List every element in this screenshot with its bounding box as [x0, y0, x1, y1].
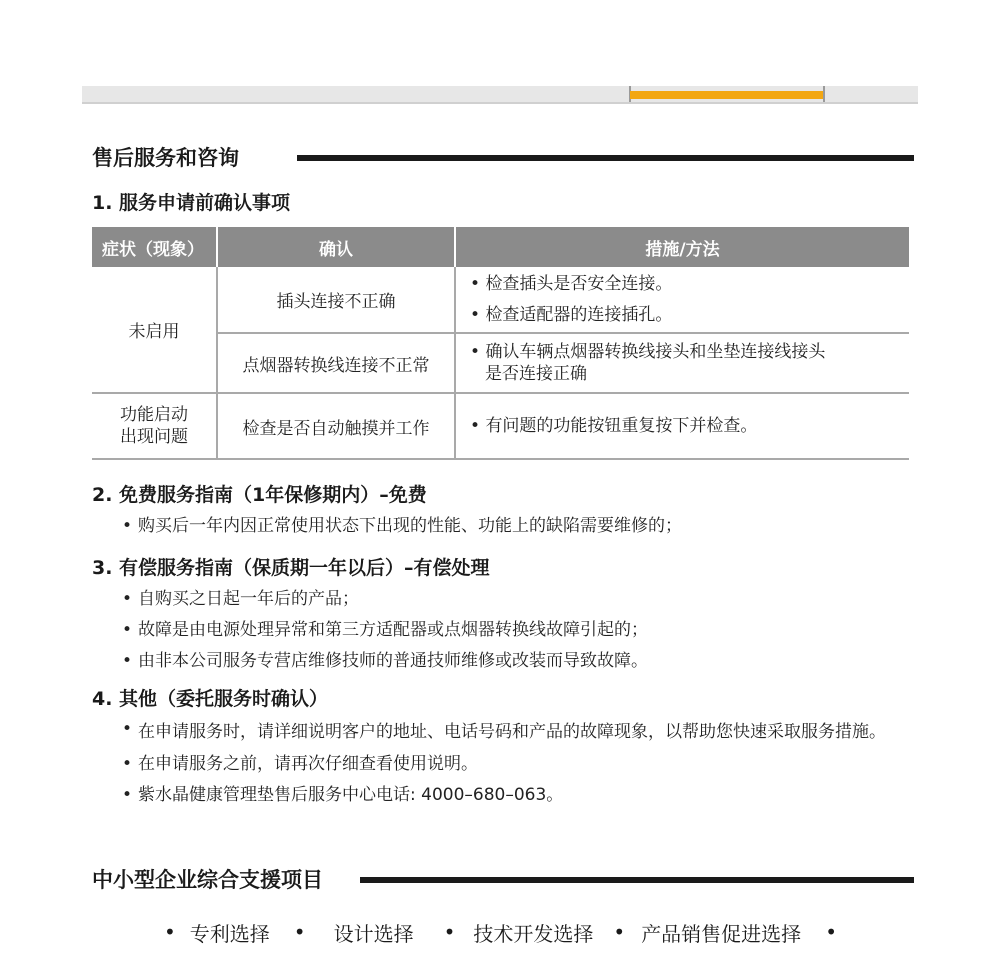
- cell-symptom: 未启用: [92, 267, 217, 393]
- cell-check: 插头连接不正确: [217, 267, 455, 333]
- header-check: 确认: [217, 227, 455, 267]
- cell-check: 点烟器转换线连接不正常: [217, 333, 455, 393]
- list-item: • 故障是由电源处理异常和第三方适配器或点烟器转换线故障引起的；: [122, 615, 648, 646]
- cell-measures: [455, 333, 909, 393]
- measure-item-continued: 是否连接正确: [485, 364, 587, 384]
- header-measures: 措施/方法: [455, 227, 909, 267]
- measure-item: • 确认车辆点烟器转换线接头和坐垫连接线接头: [470, 342, 826, 362]
- bullet-dot: •: [825, 920, 837, 944]
- progress-divider-right: [823, 86, 825, 102]
- bullet-dot: •: [293, 920, 306, 944]
- measure-item: • 检查适配器的连接插孔。: [470, 304, 673, 325]
- cell-measures: [455, 267, 909, 333]
- support-item: 技术开发选择: [473, 921, 594, 946]
- list-item: • 自购买之日起一年后的产品；: [122, 584, 648, 615]
- confirmation-table: [92, 227, 909, 460]
- support-item: 产品销售促进选择: [641, 921, 802, 946]
- item1-title: 1. 服务申请前确认事项: [92, 192, 291, 214]
- bullet-dot: •: [443, 920, 456, 944]
- symptom-line: 功能启动: [120, 405, 188, 425]
- bullet-dot: •: [613, 920, 626, 944]
- list-item: • 紫水晶健康管理垫售后服务中心电话: 4000–680–063。: [122, 780, 917, 811]
- top-progress-bar: [82, 86, 918, 104]
- item2-list: [122, 511, 682, 542]
- section-title-sme-support: 中小型企业综合支援项目: [92, 868, 323, 892]
- section-title-after-sales: 售后服务和咨询: [92, 146, 239, 170]
- list-item: • 在申请服务时，请详细说明客户的地址、电话号码和产品的故障现象，以帮助您快速采取服务措施。: [122, 717, 917, 749]
- table-row: [92, 393, 909, 459]
- item3-list: [122, 584, 648, 677]
- section-rule: [297, 155, 914, 161]
- item2-title: 2. 免费服务指南（1年保修期内）–免费: [92, 484, 427, 506]
- list-item: • 由非本公司服务专营店维修技师的普通技师维修或改装而导致故障。: [122, 646, 648, 677]
- measure-item: • 检查插头是否安全连接。: [470, 273, 673, 294]
- item4-list: [122, 717, 917, 811]
- measure-item: • 有问题的功能按钮重复按下并检查。: [470, 415, 758, 436]
- table-row: [92, 267, 909, 333]
- list-item: • 购买后一年内因正常使用状态下出现的性能、功能上的缺陷需要维修的；: [122, 511, 682, 542]
- support-item: 设计选择: [333, 921, 414, 946]
- section-rule: [360, 877, 914, 883]
- list-item: • 在申请服务之前，请再次仔细查看使用说明。: [122, 749, 917, 780]
- table-header-row: [92, 227, 909, 267]
- header-symptom: 症状（现象）: [92, 227, 217, 267]
- support-items-row: [150, 917, 870, 947]
- progress-accent-segment: [630, 91, 824, 99]
- item4-title: 4. 其他（委托服务时确认）: [92, 688, 329, 710]
- cell-check: 检查是否自动触摸并工作: [217, 393, 455, 459]
- item3-title: 3. 有偿服务指南（保质期一年以后）–有偿处理: [92, 557, 490, 579]
- symptom-line: 出现问题: [120, 427, 188, 447]
- support-item: 专利选择: [189, 921, 270, 946]
- cell-symptom: [92, 393, 217, 459]
- cell-measures: [455, 393, 909, 459]
- bullet-dot: •: [164, 920, 176, 944]
